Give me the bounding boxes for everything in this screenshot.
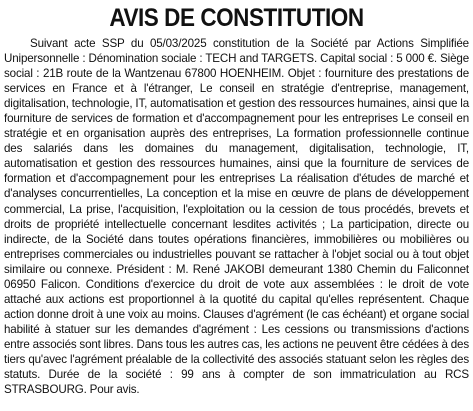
- notice-title: AVIS DE CONSTITUTION: [109, 4, 364, 32]
- notice-body-text: Suivant acte SSP du 05/03/2025 constitution de la Société par Actions Simplifiée Unipersonnelle : Dénomination sociale : TECH and TARGETS. Capital social : 5 000 €. Siège social : 21B route de la Wantzenau 67800 HOENHEIM. Objet : fourniture des prestations de services en France et à l'étranger, Le conseil en stratégie d'entreprise, management, digitalisation, technologie, IT, automatisation et gestion des ressources humaines, ainsi que la fourniture de services de formation et d'accompagnement pour les entreprises Le conseil en stratégie et en organisation auprès des entreprises, La formation professionnelle continue des salariés dans les domaines du management, digitalisation, technologie, IT, automatisation et gestion des ressources humaines, ainsi que la fourniture de services de formation et d'accompagnement pour les entreprises La réalisation d'études de marché et d'analyses concurrentielles, La conception et la mise en œuvre de plans de développement commercial, La prise, l'acquisition, l'exploitation ou la cession de tous procédés, brevets et droits de propriété intellectuelle concernant lesdites activités ; La participation, directe ou indirecte, de la Société dans toutes opérations financières, immobilières ou mobilières ou entreprises commerciales ou industrielles pouvant se rattacher à l'objet social ou à tout objet similaire ou connexe. Président : M. René JAKOBI demeurant 1380 Chemin du Faliconnet 06950 Falicon. Conditions d'exercice du droit de vote aux assemblées : le droit de vote attaché aux actions est proportionnel à la quotité du capital qu'elles représentent. Chaque action donne droit à une voix au moins. Clauses d'agrément (le cas échéant) et organe social habilité à statuer sur les demandes d'agrément : Les cessions ou transmissions d'actions entre associés sont libres. Dans tous les autres cas, les actions ne peuvent être cédées à des tiers qu'avec l'agrément préalable de la collectivité des associés statuant selon les règles des statuts. Durée de la société : 99 ans à compter de son immatriculation au RCS STRASBOURG. Pour avis.: [4, 37, 469, 397]
